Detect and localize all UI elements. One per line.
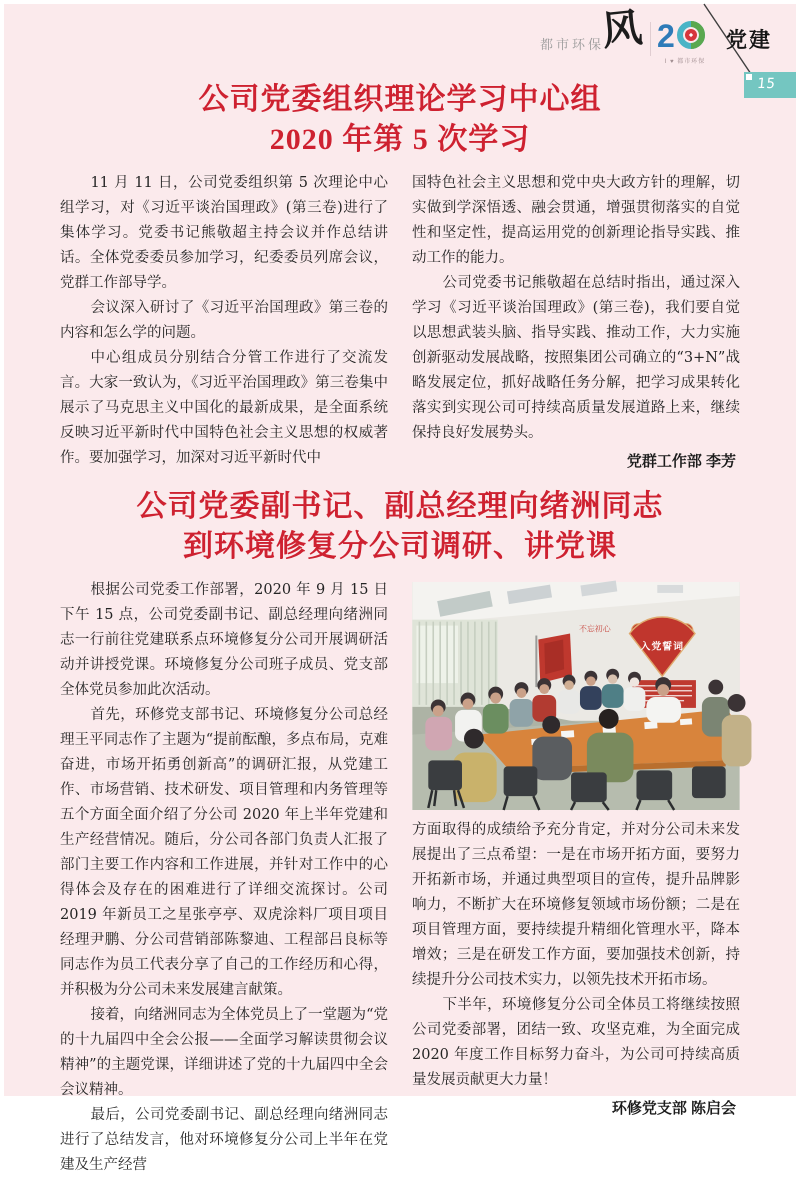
paragraph: 会议深入研讨了《习近平治国理政》第三卷的内容和怎么学的问题。 xyxy=(60,300,388,341)
article1-column-left xyxy=(60,171,388,471)
logo-digit-2: 2 xyxy=(657,18,675,54)
article2-column-right-text xyxy=(412,818,740,1093)
article1-column-right xyxy=(412,171,740,471)
article1-title-line2: 2020 年第 5 次学习 xyxy=(269,123,531,156)
header-divider xyxy=(650,22,651,56)
paragraph: 接着，向绪洲同志为全体党员上了一堂题为“党的十九届四中全会公报——全面学习解读贯彻会议精神”的主题党课，详细讲述了党的十九届四中全会会议精神。 xyxy=(60,1007,388,1098)
brand-name: 都市环保 xyxy=(540,37,605,52)
page-background xyxy=(4,4,796,1173)
article2-title-line2: 到环境修复分公司调研、讲党课 xyxy=(183,530,617,563)
paragraph: 首先，环修党支部书记、环境修复分公司总经理王平同志作了主题为“提前酝酿，多点布局，克难奋进，市场开拓勇创新高”的调研汇报，从党建工作、市场营销、技术研发、项目管理和内务管理等五个方面全面介绍了分公司 2020 年上半年党建和生产经营情况。随后，分公司各部门负责人汇报了部门主要工作内容和工作进展，并针对工作中的心得体会及存在的困难进行了详细交流探讨。公司 2019 年新员工之星张亭亭、双虎涂料厂项目项目经理尹鹏、分公司营销部陈黎迪、工程部吕良标等同志作为员工代表分享了自己的工作经历和心得，并积极为分公司未来发展建言献策。 xyxy=(60,707,388,998)
brand-calligraphy-mark: 风 xyxy=(599,4,645,55)
logo-caption: I ♥ 都市环保 xyxy=(664,59,706,65)
article1-title-line1: 公司党委组织理论学习中心组 xyxy=(198,83,602,116)
paragraph: 国特色社会主义思想和党中央大政方针的理解，切实做到学深悟透、融会贯通，增强贯彻落实的自觉性和坚定性，提高运用党的创新理论指导实践、推动工作的能力。 xyxy=(412,175,740,266)
article2-column-right xyxy=(412,578,740,1178)
paragraph: 根据公司党委工作部署，2020 年 9 月 15 日下午 15 点，公司党委副书记、副总经理向绪洲同志一行前往党建联系点环境修复分公司开展调研活动并讲授党课。环境修复分公司班子成员、党支部全体党员参加此次活动。 xyxy=(60,582,388,698)
section-label: 党建 xyxy=(726,29,772,52)
article1-column-right-text xyxy=(412,171,740,446)
meeting-photo-illustration xyxy=(412,582,740,810)
paragraph: 中心组成员分别结合分管工作进行了交流发言。大家一致认为，《习近平治国理政》第三卷集中展示了马克思主义中国化的最新成果，是全面系统反映习近平新时代中国特色社会主义思想的权威著作。要加强学习，加深对习近平新时代中 xyxy=(60,350,388,466)
article1-byline: 党群工作部 李芳 xyxy=(626,453,736,470)
meeting-photo xyxy=(412,582,740,810)
page-number: 15 xyxy=(756,76,777,92)
paragraph: 下半年，环境修复分公司全体员工将继续按照公司党委部署，团结一致、攻坚克难，为全面完成 2020 年度工作目标努力奋斗，为公司可持续高质量发展贡献更大力量！ xyxy=(412,997,740,1088)
page-number-tab xyxy=(744,72,796,98)
article-1 xyxy=(60,80,740,471)
paragraph: 最后，公司党委副书记、副总经理向绪洲同志进行了总结发言，他对环境修复分公司上半年在党建及生产经营 xyxy=(60,1107,388,1173)
page-content xyxy=(60,80,740,1178)
article2-title-line1: 公司党委副书记、副总经理向绪洲同志 xyxy=(136,490,664,523)
paragraph: 方面取得的成绩给予充分肯定，并对分公司未来发展提出了三点希望：一是在市场开拓方面，要努力开拓新市场，并通过典型项目的宣传，提升品牌影响力，不断扩大在环境修复领域市场份额；二是在项目管理方面，要持续提升精细化管理水平，降本增效；三是在研发工作方面，要加强技术创新，持续提升分公司技术实力，以领先技术开拓市场。 xyxy=(412,822,740,988)
fan-poster-text: 入党誓词 xyxy=(640,641,685,653)
paragraph: 11 月 11 日，公司党委组织第 5 次理论中心组学习，对《习近平谈治国理政》(第三卷)进行了集体学习。党委书记熊敬超主持会议并作总结讲话。全体党委委员参加学习，纪委委员列席会议，党群工作部导学。 xyxy=(60,175,388,291)
article2-byline: 环修党支部 陈启会 xyxy=(611,1100,736,1117)
article2-column-left xyxy=(60,578,388,1178)
article-2 xyxy=(60,487,740,1178)
tab-corner-square xyxy=(746,74,752,80)
wall-slogan-text: 不忘初心 xyxy=(578,624,611,634)
paragraph: 公司党委书记熊敬超在总结时指出，通过深入学习《习近平谈治国理政》(第三卷)，我们要自觉以思想武装头脑、指导实践、推动工作，大力实施创新驱动发展战略，按照集团公司确立的“3+N”战略发展定位，抓好战略任务分解，把学习成果转化落实到实现公司可持续高质量发展道路上来，继续保持良好发展势头。 xyxy=(412,275,740,441)
